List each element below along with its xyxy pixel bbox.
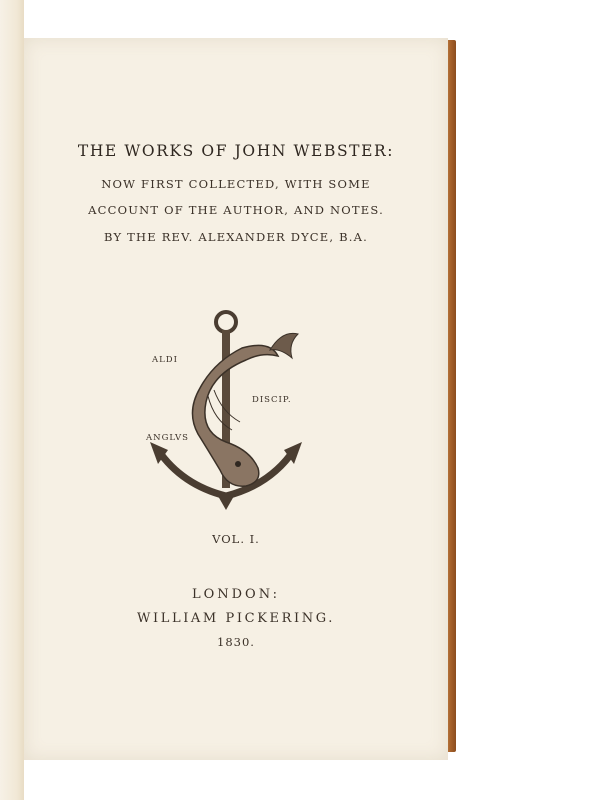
device-label-aldi: ALDI xyxy=(152,355,178,365)
left-page-edge xyxy=(0,0,24,800)
subtitle-line-1: NOW FIRST COLLECTED, WITH SOME xyxy=(101,177,371,191)
book-title: THE WORKS OF JOHN WEBSTER: xyxy=(77,142,395,160)
author-line: BY THE REV. ALEXANDER DYCE, B.A. xyxy=(104,230,368,244)
title-page xyxy=(24,38,448,760)
volume-label: VOL. I. xyxy=(212,532,260,546)
device-label-anglvs: ANGLVS xyxy=(146,433,189,443)
imprint-publisher: WILLIAM PICKERING. xyxy=(137,611,335,626)
subtitle-line-2: ACCOUNT OF THE AUTHOR, AND NOTES. xyxy=(88,203,384,217)
anchor-dolphin-icon xyxy=(142,300,302,510)
imprint-city: LONDON: xyxy=(191,587,281,602)
imprint-year: 1830. xyxy=(217,635,255,649)
device-label-discip: DISCIP. xyxy=(252,395,292,405)
